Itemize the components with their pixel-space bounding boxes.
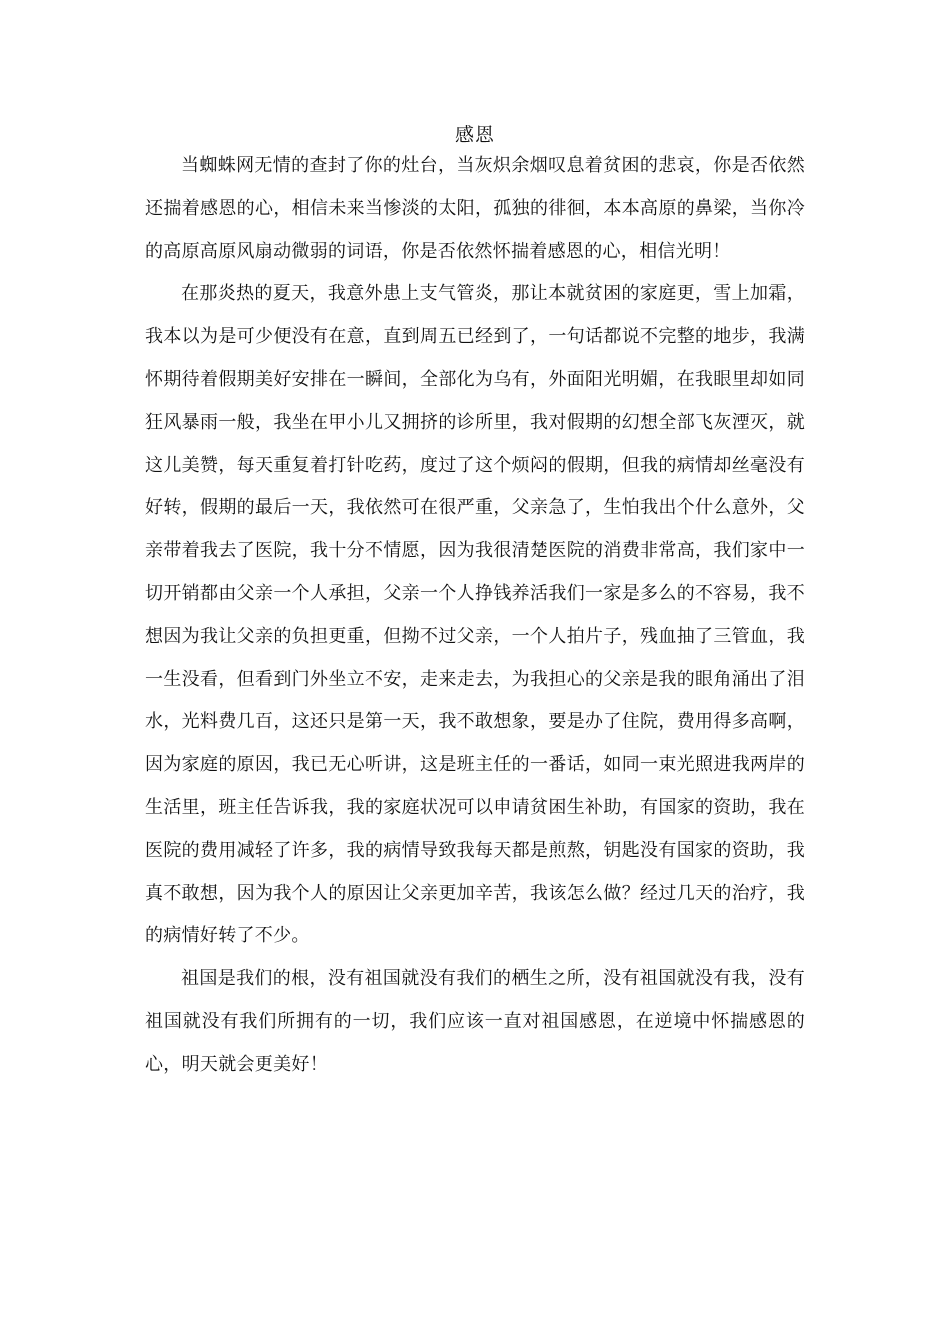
- document-title: 感恩: [454, 124, 495, 146]
- paragraph-1: 当蜘蛛网无情的查封了你的灶台，当灰炽余烟叹息着贫困的悲哀，你是否依然还揣着感恩的心，相信未来当惨淡的太阳，孤独的徘徊，本本高原的鼻梁，当你冷的高原高原风扇动微弱的词语，你是否依然怀揣着感恩的心，相信光明！: [145, 155, 805, 262]
- paragraph-2: 在那炎热的夏天，我意外患上支气管炎，那让本就贫困的家庭更，雪上加霜，我本以为是可少便没有在意，直到周五已经到了，一句话都说不完整的地步，我满怀期待着假期美好安排在一瞬间，全部化为乌有，外面阳光明媚，在我眼里却如同狂风暴雨一般，我坐在甲小儿又拥挤的诊所里，我对假期的幻想全部飞灰湮灭，就这儿美赞，每天重复着打针吃药，度过了这个烦闷的假期，但我的病情却丝毫没有好转，假期的最后一天，我依然可在很严重，父亲急了，生怕我出个什么意外，父亲带着我去了医院，我十分不情愿，因为我很清楚医院的消费非常高，我们家中一切开销都由父亲一个人承担，父亲一个人挣钱养活我们一家是多么的不容易，我不想因为我让父亲的负担更重，但拗不过父亲，一个人拍片子，残血抽了三管血，我一生没看，但看到门外坐立不安，走来走去，为我担心的父亲是我的眼角涌出了泪水，光料费几百，这还只是第一天，我不敢想象，要是办了住院，费用得多高啊，因为家庭的原因，我已无心听讲，这是班主任的一番话，如同一束光照进我两岸的生活里，班主任告诉我，我的家庭状况可以申请贫困生补助，有国家的资助，我在医院的费用减轻了许多，我的病情导致我每天都是煎熬，钥匙没有国家的资助，我真不敢想，因为我个人的原因让父亲更加辛苦，我该怎么做？经过几天的治疗，我的病情好转了不少。: [145, 283, 805, 947]
- document-body: [145, 145, 805, 1087]
- paragraph-3: 祖国是我们的根，没有祖国就没有我们的栖生之所，没有祖国就没有我，没有祖国就没有我们所拥有的一切，我们应该一直对祖国感恩，在逆境中怀揣感恩的心，明天就会更美好！: [145, 968, 805, 1075]
